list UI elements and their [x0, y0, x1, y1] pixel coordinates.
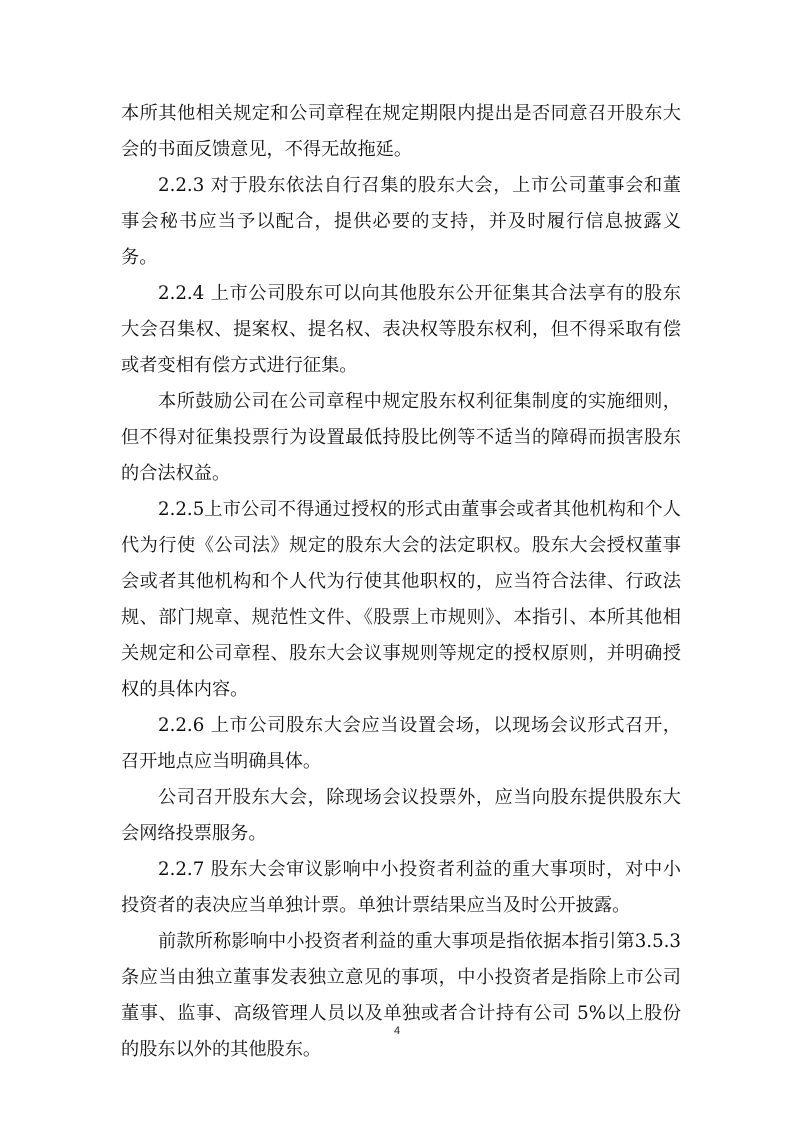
paragraph-2-2-6: 2.2.6 上市公司股东大会应当设置会场，以现场会议形式召开，召开地点应当明确具体。 [121, 715, 681, 772]
page-number: 4 [393, 1025, 401, 1037]
paragraph-2-2-7: 2.2.7 股东大会审议影响中小投资者利益的重大事项时，对中小投资者的表决应当单独计票。单独计票结果应当及时公开披露。 [121, 859, 681, 916]
paragraph-online-voting: 公司召开股东大会，除现场会议投票外，应当向股东提供股东大会网络投票服务。 [121, 787, 681, 844]
paragraph-continuation: 本所其他相关规定和公司章程在规定期限内提出是否同意召开股东大会的书面反馈意见，不得无故拖延。 [121, 103, 681, 160]
paragraph-2-2-4: 2.2.4 上市公司股东可以向其他股东公开征集其合法享有的股东大会召集权、提案权、提名权、表决权等股东权利，但不得采取有偿或者变相有偿方式进行征集。 [121, 283, 681, 376]
document-body [121, 96, 681, 1068]
paragraph-definition: 前款所称影响中小投资者利益的重大事项是指依据本指引第3.5.3条应当由独立董事发表独立意见的事项，中小投资者是指除上市公司董事、监事、高级管理人员以及单独或者合计持有公司 5%以上股份的股东以外的其他股东。 [121, 931, 681, 1060]
paragraph-2-2-5: 2.2.5上市公司不得通过授权的形式由董事会或者其他机构和个人代为行使《公司法》规定的股东大会的法定职权。股东大会授权董事会或者其他机构和个人代为行使其他职权的，应当符合法律、行政法规、部门规章、规范性文件、《股票上市规则》、本指引、本所其他相关规定和公司章程、股东大会议事规则等规定的授权原则，并明确授权的具体内容。 [121, 499, 681, 700]
paragraph-encouragement: 本所鼓励公司在公司章程中规定股东权利征集制度的实施细则，但不得对征集投票行为设置最低持股比例等不适当的障碍而损害股东的合法权益。 [121, 391, 681, 484]
paragraph-2-2-3: 2.2.3 对于股东依法自行召集的股东大会，上市公司董事会和董事会秘书应当予以配合，提供必要的支持，并及时履行信息披露义务。 [121, 175, 681, 268]
